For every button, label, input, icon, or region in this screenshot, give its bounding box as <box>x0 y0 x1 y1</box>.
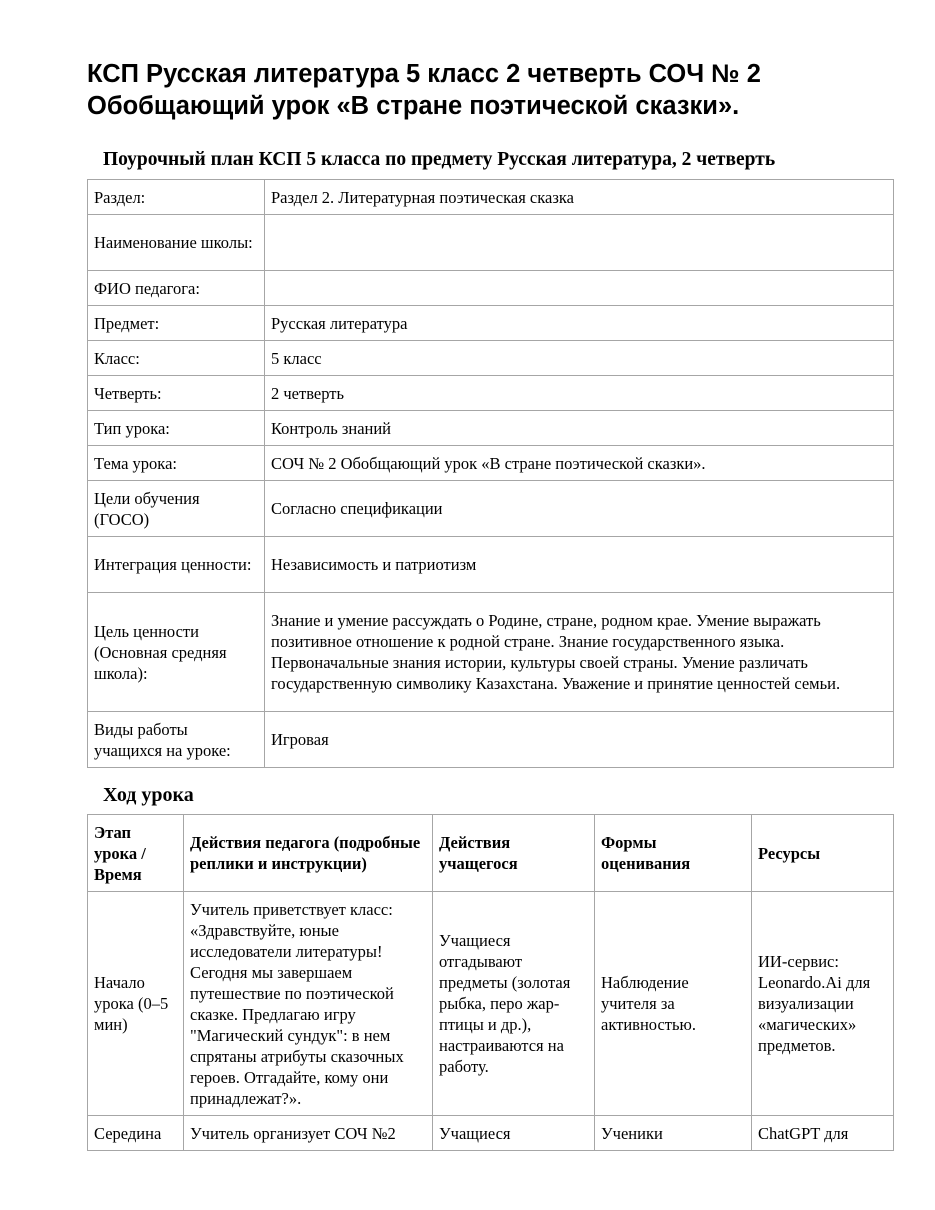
row-value: Контроль знаний <box>265 411 894 446</box>
row-label: Интеграция ценности: <box>88 537 265 593</box>
row-value: Раздел 2. Литературная поэтическая сказка <box>265 180 894 215</box>
row-label: Тема урока: <box>88 446 265 481</box>
table-row <box>88 481 894 537</box>
student-actions-cell: Учащиеся отгадывают предметы (золотая рыбка, перо жар-птицы и др.), настраиваются на работу. <box>433 892 595 1116</box>
row-label: Четверть: <box>88 376 265 411</box>
row-value: Русская литература <box>265 306 894 341</box>
resources-cell: ChatGPT для <box>752 1116 894 1151</box>
row-label: Предмет: <box>88 306 265 341</box>
column-header-resources: Ресурсы <box>752 815 894 892</box>
table-row <box>88 215 894 271</box>
column-header-stage: Этап урока / Время <box>88 815 184 892</box>
table-row <box>88 271 894 306</box>
stage-cell: Середина <box>88 1116 184 1151</box>
row-value <box>265 271 894 306</box>
lesson-progress-heading: Ход урока <box>103 784 194 806</box>
column-header-teacher-actions: Действия педагога (подробные реплики и инструкции) <box>184 815 433 892</box>
table-row <box>88 1116 894 1151</box>
document-title: КСП Русская литература 5 класс 2 четверть СОЧ № 2 Обобщающий урок «В стране поэтической сказки». <box>87 60 761 120</box>
row-value: Согласно спецификации <box>265 481 894 537</box>
row-value: Независимость и патриотизм <box>265 537 894 593</box>
table-row <box>88 446 894 481</box>
row-value <box>265 215 894 271</box>
row-label: Тип урока: <box>88 411 265 446</box>
table-row <box>88 411 894 446</box>
row-label: Наименование школы: <box>88 215 265 271</box>
row-label: ФИО педагога: <box>88 271 265 306</box>
table-row <box>88 306 894 341</box>
stage-cell: Начало урока (0–5 мин) <box>88 892 184 1116</box>
table-row <box>88 341 894 376</box>
assessment-cell: Наблюдение учителя за активностью. <box>595 892 752 1116</box>
row-value: 2 четверть <box>265 376 894 411</box>
table-row <box>88 892 894 1116</box>
column-header-student-actions: Действия учащегося <box>433 815 595 892</box>
row-label: Класс: <box>88 341 265 376</box>
lesson-info-table <box>87 179 894 768</box>
row-value: СОЧ № 2 Обобщающий урок «В стране поэтической сказки». <box>265 446 894 481</box>
row-label: Цель ценности (Основная средняя школа): <box>88 593 265 712</box>
table-row <box>88 376 894 411</box>
table-row <box>88 593 894 712</box>
row-value: 5 класс <box>265 341 894 376</box>
assessment-cell: Ученики <box>595 1116 752 1151</box>
table-row <box>88 712 894 768</box>
teacher-actions-cell: Учитель организует СОЧ №2 <box>184 1116 433 1151</box>
row-label: Виды работы учащихся на уроке: <box>88 712 265 768</box>
row-label: Цели обучения (ГОСО) <box>88 481 265 537</box>
teacher-actions-cell: Учитель приветствует класс: «Здравствуйте, юные исследователи литературы! Сегодня мы завершаем путешествие по поэтической сказке. Предлагаю игру "Магический сундук": в нем спрятаны атрибуты сказочных героев. Отгадайте, кому они принадлежат?». <box>184 892 433 1116</box>
row-value: Знание и умение рассуждать о Родине, стране, родном крае. Умение выражать позитивное отношение к родной стране. Знание государственного языка. Первоначальные знания истории, культуры своей страны. Умение различать государственную символику Казахстана. Уважение и принятие ценностей семьи. <box>265 593 894 712</box>
row-value: Игровая <box>265 712 894 768</box>
column-header-assessment: Формы оценивания <box>595 815 752 892</box>
lesson-progress-table <box>87 814 894 1151</box>
table-row <box>88 180 894 215</box>
student-actions-cell: Учащиеся <box>433 1116 595 1151</box>
table-row <box>88 537 894 593</box>
row-label: Раздел: <box>88 180 265 215</box>
plan-heading: Поурочный план КСП 5 класса по предмету Русская литература, 2 четверть <box>103 149 776 170</box>
table-header-row <box>88 815 894 892</box>
resources-cell: ИИ-сервис: Leonardo.Ai для визуализации «магических» предметов. <box>752 892 894 1116</box>
